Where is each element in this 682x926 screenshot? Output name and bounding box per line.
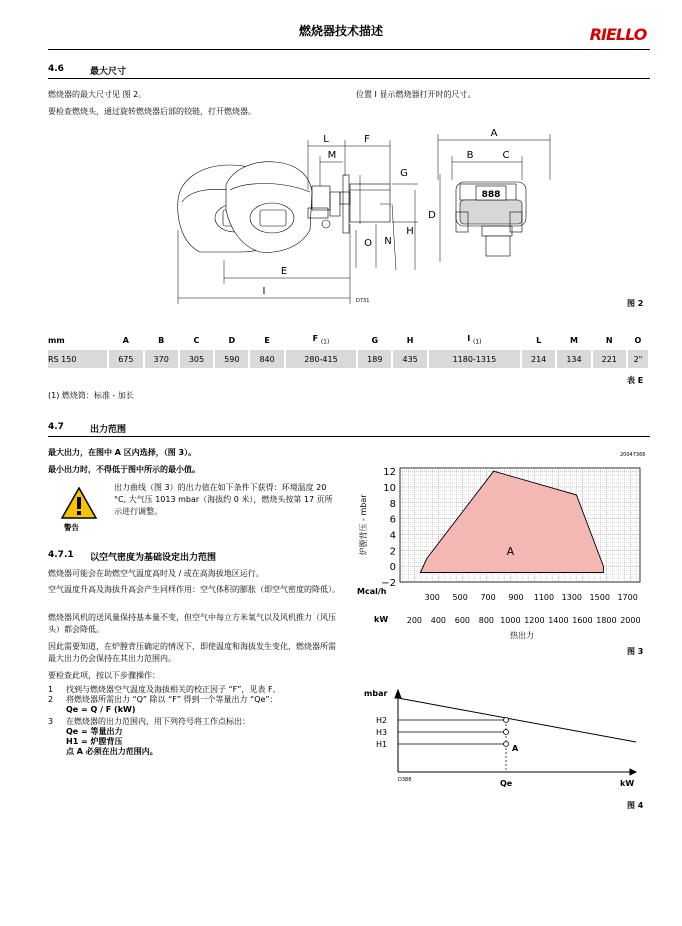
dim-label: O [364,238,372,249]
table-cell: 134 [556,350,591,368]
table-header: D [228,335,236,345]
table-cell: 840 [249,350,284,368]
h3-label: H3 [376,728,388,737]
kw-tick-label: 1400 [548,616,569,625]
dim-label: D [428,210,436,221]
table-cell: 370 [144,350,179,368]
list-item [48,716,348,726]
list-item [48,726,348,736]
figure-label: 图 2 [627,299,644,308]
qe-label: Qe [500,779,513,788]
figure-label: 图 3 [627,647,644,656]
y-axis-label: mbar [364,689,388,698]
section-title: 出力范围 [90,425,127,435]
paragraph: 空气温度升高及海拔升高会产生同样作用：空气体积的膨胀（即空气密度的降低）。 [48,585,340,594]
warning-icon [60,486,98,520]
paragraph: 燃烧器可能会在助燃空气温度高时及 / 或在高海拔地区运行。 [48,569,264,578]
header-rule [48,49,650,50]
y-tick-label: 10 [383,483,396,494]
table-cell: 435 [392,350,427,368]
table-header: N [605,335,613,345]
dimensions-table [48,330,650,368]
step-number: 2 [48,695,54,704]
kw-tick-label: 1200 [524,616,545,625]
dim-label: F [364,134,370,145]
kw-axis-label: kW [374,615,389,624]
chart-code: 20047366 [620,452,646,458]
y-tick-label: 2 [389,546,396,558]
table-header-with-note [285,330,357,350]
warning-text: 出力曲线（图 3）的出力值在如下条件下获得：环境温度 20 °C, 大气压 1013 mbar（海拔约 0 米），燃烧头按第 17 页所示进行调整。 [114,483,333,516]
paragraph: 要检查此项，按以下步骤操作： [48,671,160,680]
mcal-tick-label: 1700 [617,593,638,602]
kw-axis-ticks [407,616,641,625]
mcal-tick-label: 900 [508,593,524,602]
region-label: A [506,545,515,559]
mcal-axis-label: Mcal/h [357,587,387,596]
mcal-axis-ticks [425,593,638,602]
drawing-code: D731 [356,298,370,304]
paragraph: 位置 I 显示燃烧器打开时的尺寸。 [356,90,476,99]
kw-tick-label: 1600 [572,616,593,625]
step-text: 在燃烧器的出力范围内，用下列符号将工作点标出： [66,717,250,726]
paragraph: 最大出力，在图中 A 区内选择，（图 3）。 [48,448,197,457]
burner-dimension-drawing [160,120,580,310]
table-header: C [193,335,200,345]
subsection-number: 4.7.1 [48,550,74,560]
list-item [48,746,348,756]
section-rule [48,78,650,79]
table-header-text: F [312,334,319,344]
y-tick-label: −2 [381,578,396,589]
h1-label: H1 [376,740,388,749]
h3-point [504,730,509,735]
table-header-with-note [428,330,521,350]
paragraph: 燃烧器的最大尺寸见 图 2。 [48,90,147,99]
display-digits: 888 [481,190,501,200]
step-text: 找到与燃烧器空气温度及海拔相关的校正因子 “F”，见表 F。 [66,685,281,694]
riello-logo [588,24,648,44]
step-text: 将燃烧器所需出力 “Q” 除以 “F” 得到一个等量出力 “Qe”： [66,695,278,704]
table-cell: 590 [214,350,249,368]
output-range-chart [352,460,652,646]
dim-label: L [323,134,329,145]
mcal-tick-label: 1500 [589,593,610,602]
table-header: G [371,335,379,345]
h2-label: H2 [376,716,388,725]
warning-label: 警告 [64,523,79,532]
kw-tick-label: 1800 [596,616,617,625]
y-tick-label: 4 [389,530,396,542]
x-axis-label: 热出力 [510,631,534,640]
table-cell: 214 [521,350,556,368]
paragraph: 因此需要知道，在炉膛背压确定的情况下，即使温度和海拔发生变化，燃烧器所需最大出力仍会保持在其出力范围内。 [48,642,336,663]
table-cell: 675 [108,350,143,368]
y-tick-label: 6 [389,514,396,526]
footnote-mark: (1) [473,338,482,346]
kw-tick-label: 600 [454,616,471,625]
h2-point [504,718,509,723]
y-tick-label: 8 [389,498,396,510]
section-number: 4.6 [48,64,64,74]
paragraph: 要检查燃烧头，通过旋转燃烧器后部的铰链，打开燃烧器。 [48,107,256,116]
svg-text:RIELLO: RIELLO [589,25,647,44]
table-header: B [158,335,165,345]
table-footnote: (1) 燃烧筒：标准 - 加长 [48,391,134,400]
x-axis-label: kW [620,779,635,788]
table-cell: 305 [179,350,214,368]
table-header-row [48,330,649,350]
table-header: O [634,335,642,345]
dim-label: H [406,226,414,237]
x-axis-arrow [630,769,636,775]
y-tick-label: 0 [389,562,396,574]
list-item [48,736,348,746]
subsection-title: 以空气密度为基础设定出力范围 [90,553,217,563]
kw-tick-label: 400 [430,616,447,625]
dim-label: E [280,266,288,277]
paragraph: 最小出力时，不得低于图中所示的最小值。 [48,465,200,474]
table-header: H [406,335,414,345]
table-row [48,350,649,368]
step-number: 3 [48,717,54,726]
dim-label: I [262,286,266,297]
section-number: 4.7 [48,422,64,432]
working-point-diagram [364,680,654,792]
point-label: A [512,744,519,753]
dim-label: C [502,150,510,161]
footnote-mark: (1) [320,338,330,346]
mcal-tick-label: 1100 [533,593,555,602]
table-cell: 1180-1315 [428,350,521,368]
step-text: 点 A 必须在出力范围内。 [66,747,158,756]
figure-label: 图 4 [627,801,644,810]
mcal-tick-label: 1300 [561,593,583,602]
list-item [48,684,348,694]
page-header-title: 燃烧器技术描述 [298,24,383,38]
table-label: 表 E [627,376,644,385]
list-item [48,704,348,716]
dim-label: B [466,150,474,161]
y-axis-ticks [381,467,396,589]
dim-label: A [490,128,498,139]
table-header: M [569,335,578,345]
kw-tick-label: 800 [478,616,495,625]
table-cell: 189 [357,350,392,368]
dim-label: G [400,168,408,179]
step-text: Qe = 等量出力 [66,727,123,736]
step-text: H1 = 炉膛背压 [66,737,123,746]
kw-tick-label: 200 [406,616,423,625]
steps-list [48,684,348,756]
table-header: L [536,335,542,345]
kw-tick-label: 2000 [620,616,641,625]
list-item [48,694,348,704]
mcal-tick-label: 500 [452,593,468,602]
table-cell: 280-415 [285,350,357,368]
step-number: 1 [48,685,54,694]
mcal-tick-label: 300 [424,593,440,602]
working-point-a [504,742,509,747]
y-axis-label: 炉膛背压 - mbar [359,494,368,556]
y-tick-label: 12 [383,467,396,479]
table-cell: RS 150 [48,350,108,368]
section-title: 最大尺寸 [90,67,127,77]
mcal-tick-label: 700 [480,593,496,602]
table-header: A [122,335,129,345]
paragraph: 燃烧器风机的送风量保持基本量不变，但空气中每立方米氧气以及风机推力（风压头）都会降低。 [48,613,336,634]
dim-label: N [384,236,392,247]
y-axis-arrow [395,690,401,698]
diagram-code: D388 [398,777,412,783]
table-cell: 221 [592,350,627,368]
table-cell: 2" [627,350,649,368]
table-header: E [264,335,270,345]
dim-label: M [327,150,337,161]
table-header: mm [48,335,65,345]
section-rule [48,436,650,437]
kw-tick-label: 1000 [500,616,521,625]
step-text: Qe = Q / F (kW) [66,705,136,714]
table-header-text: I [467,334,471,344]
